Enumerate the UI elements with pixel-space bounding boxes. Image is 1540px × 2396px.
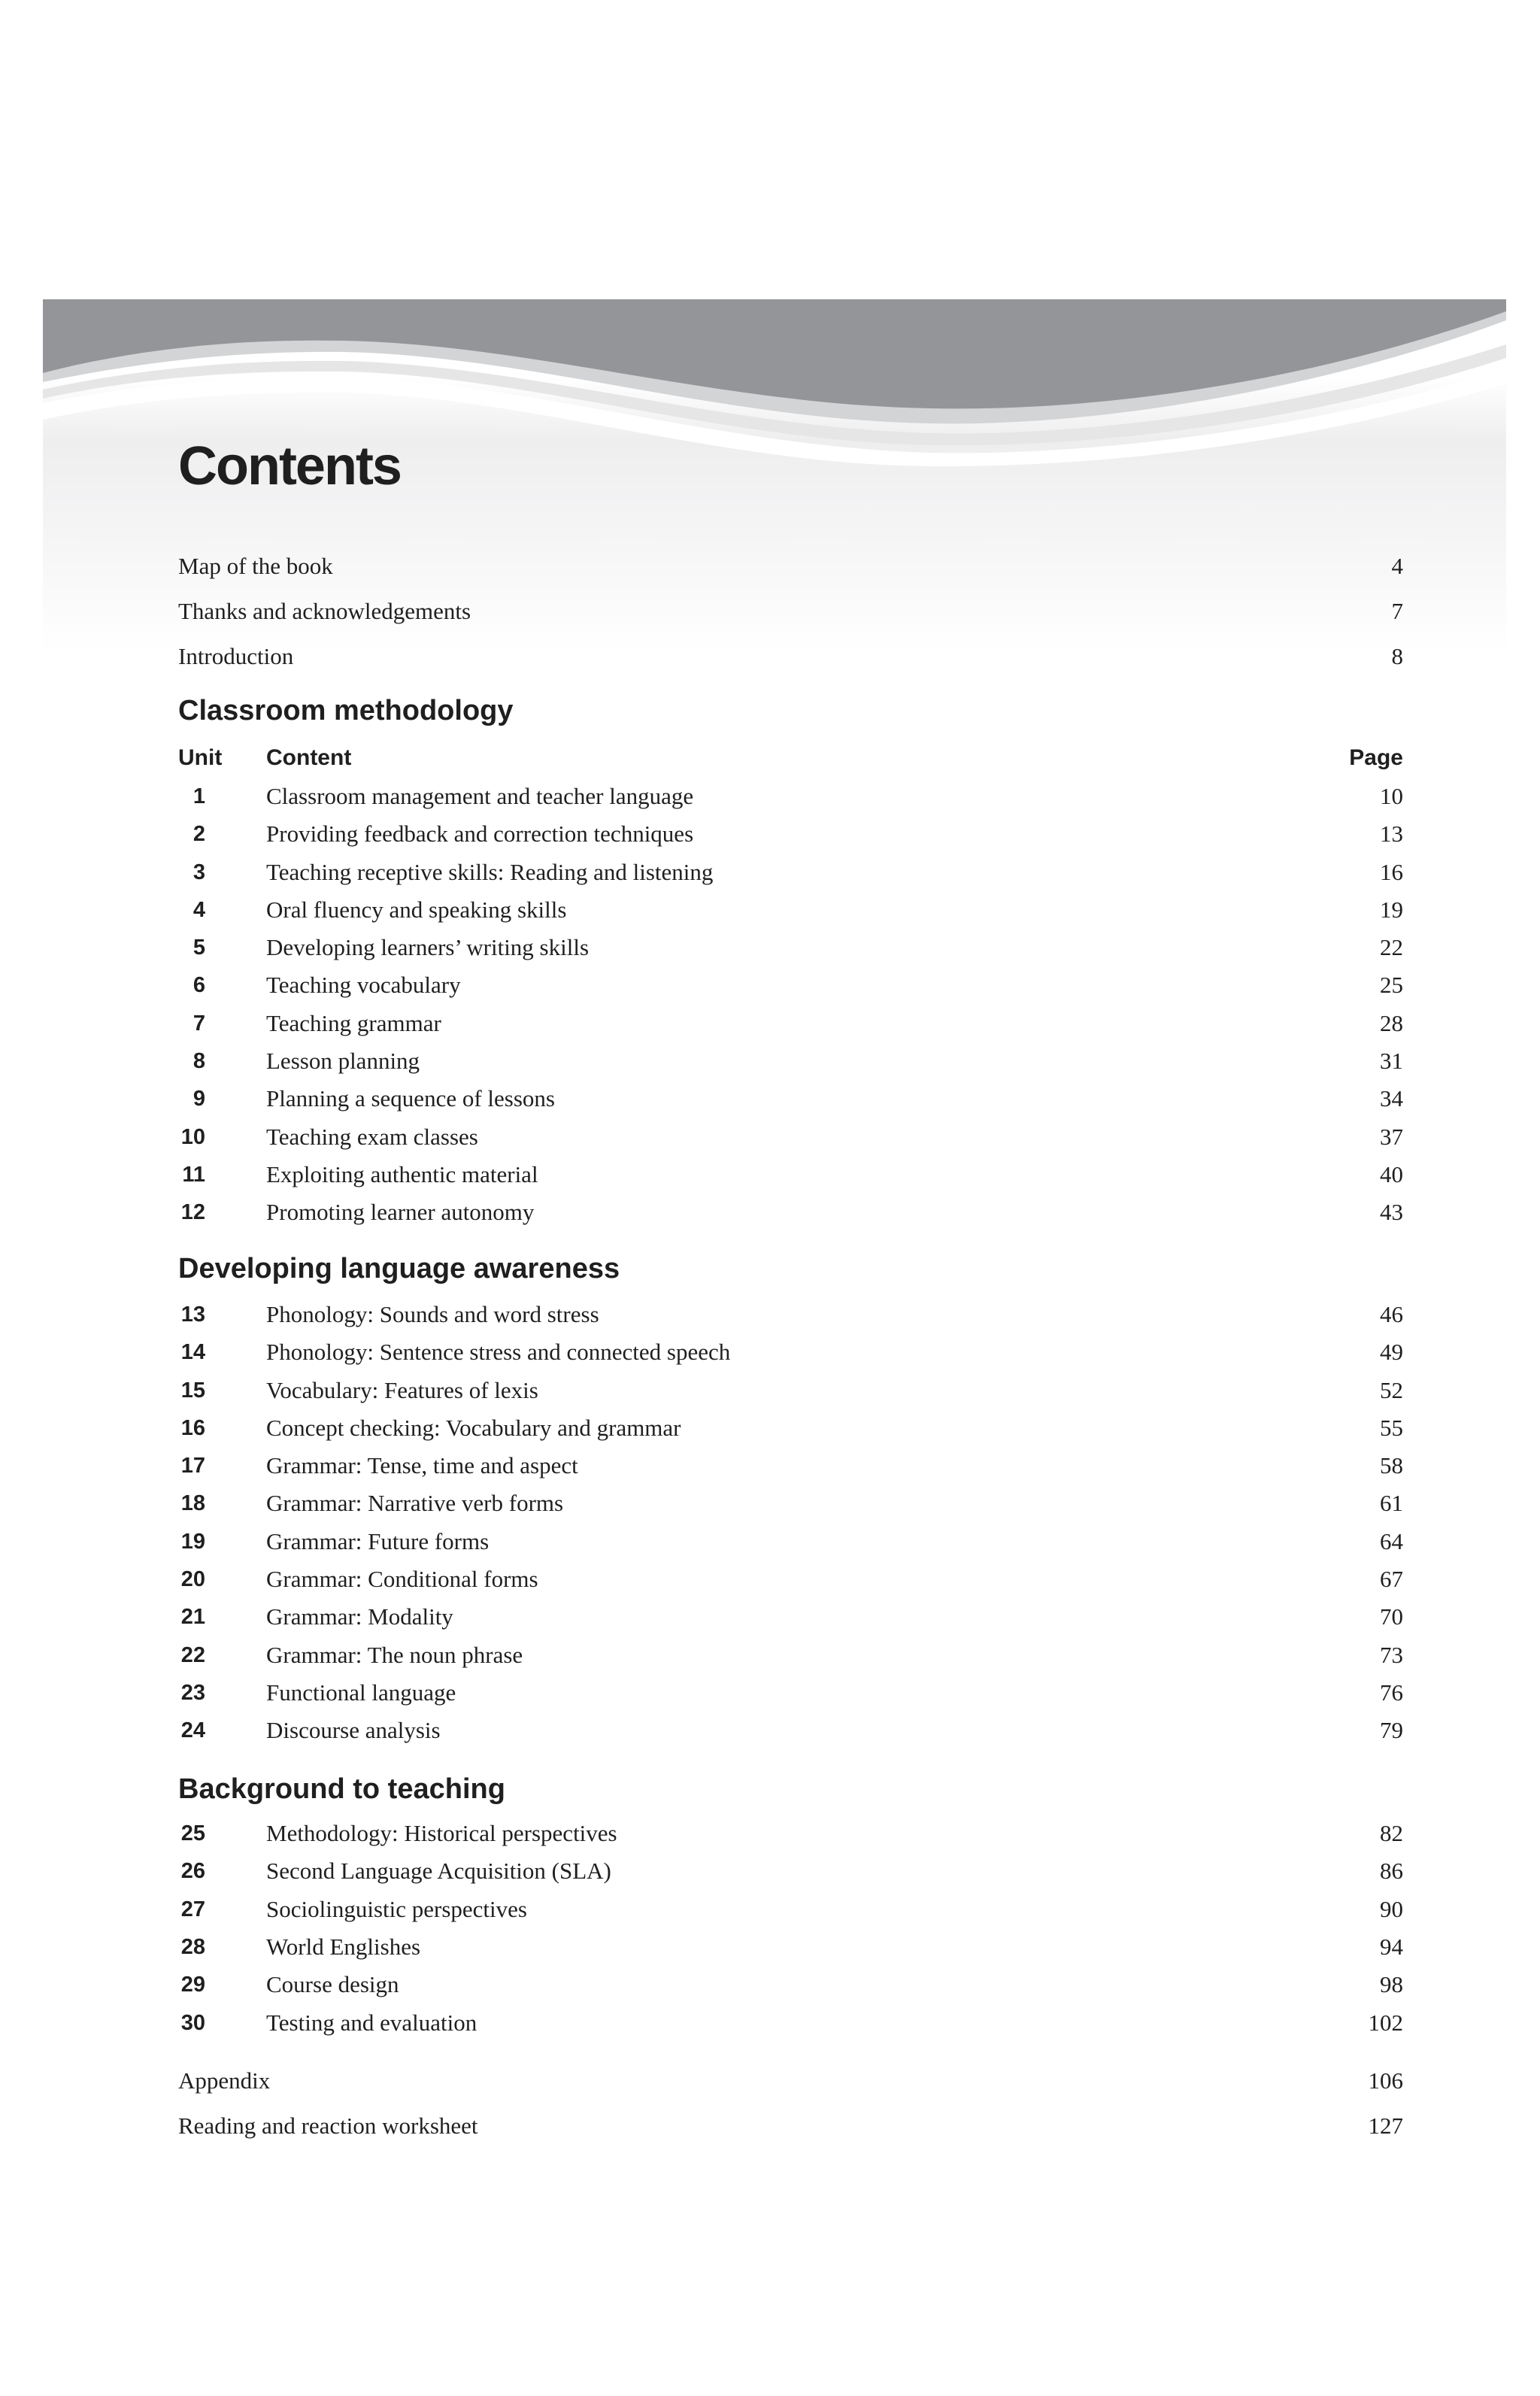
page-number: 127 [1368,2112,1403,2139]
back-matter-item[interactable] [178,2062,1403,2100]
unit-number: 23 [180,1681,205,1705]
page-number: 86 [1380,1858,1403,1884]
toc-entry[interactable] [178,1118,1403,1156]
page-number: 4 [1391,553,1403,579]
toc-entry[interactable] [178,1372,1403,1409]
toc-entry[interactable] [178,1560,1403,1598]
page-number: 28 [1380,1010,1403,1036]
page-number: 16 [1380,859,1403,885]
unit-number: 10 [180,1125,205,1149]
entry-title: Thanks and acknowledgements [178,598,471,624]
page-number: 94 [1380,1933,1403,1960]
unit-number: 17 [180,1454,205,1478]
entry-title: Exploiting authentic material [266,1161,538,1187]
toc-entry[interactable] [178,1966,1403,2003]
content-column-header: Content [266,745,352,770]
entry-title: Teaching grammar [266,1010,441,1036]
page-number: 34 [1380,1085,1403,1112]
page-number: 52 [1380,1377,1403,1403]
toc-entry[interactable] [178,778,1403,815]
entry-title: Map of the book [178,553,333,579]
toc-entry[interactable] [178,1080,1403,1118]
toc-entry[interactable] [178,854,1403,891]
entry-title: Discourse analysis [266,1717,441,1743]
front-matter-item[interactable] [178,638,1403,675]
unit-number: 22 [180,1643,205,1667]
page-number: 67 [1380,1566,1403,1592]
entry-title: Teaching exam classes [266,1124,478,1150]
entry-title: Phonology: Sentence stress and connected speech [266,1339,731,1365]
page-number: 79 [1380,1717,1403,1743]
page-number: 37 [1380,1124,1403,1150]
page-number: 13 [1380,820,1403,847]
toc-entry[interactable] [178,1156,1403,1193]
page-number: 58 [1380,1452,1403,1479]
page-number: 22 [1380,934,1403,960]
entry-title: World Englishes [266,1933,421,1960]
page-number: 61 [1380,1490,1403,1516]
page-number: 10 [1380,783,1403,809]
toc-entry[interactable] [178,1333,1403,1371]
entry-title: Grammar: Modality [266,1603,453,1630]
unit-number: 24 [180,1718,205,1742]
unit-number: 11 [182,1163,205,1187]
unit-number: 28 [180,1935,205,1959]
entry-title: Functional language [266,1679,456,1706]
front-matter-item[interactable] [178,547,1403,585]
front-matter-item[interactable] [178,593,1403,630]
unit-number: 8 [192,1049,205,1073]
page-number: 64 [1380,1528,1403,1554]
entry-title: Grammar: The noun phrase [266,1642,523,1668]
section-heading: Background to teaching [178,1773,505,1805]
page-number: 55 [1380,1415,1403,1441]
page-column-header: Page [1349,745,1403,770]
entry-title: Planning a sequence of lessons [266,1085,555,1112]
page-number: 46 [1380,1301,1403,1327]
entry-title: Phonology: Sounds and word stress [266,1301,599,1327]
toc-entry[interactable] [178,1485,1403,1522]
unit-number: 27 [180,1897,205,1921]
page-number: 31 [1380,1048,1403,1074]
page-number: 82 [1380,1820,1403,1846]
entry-title: Appendix [178,2067,271,2094]
toc-entry[interactable] [178,1636,1403,1674]
entry-title: Vocabulary: Features of lexis [266,1377,538,1403]
entry-title: Sociolinguistic perspectives [266,1896,527,1922]
entry-title: Grammar: Tense, time and aspect [266,1452,578,1479]
entry-title: Teaching vocabulary [266,972,461,998]
unit-number: 30 [180,2011,205,2035]
entry-title: Grammar: Narrative verb forms [266,1490,564,1516]
entry-title: Course design [266,1971,399,1997]
page-number: 25 [1380,972,1403,998]
unit-number: 21 [180,1605,205,1629]
unit-number: 12 [180,1200,205,1224]
page-number: 70 [1380,1603,1403,1630]
toc-entry[interactable] [178,1193,1403,1231]
toc-entry[interactable] [178,1674,1403,1712]
toc-entry[interactable] [178,1042,1403,1080]
entry-title: Grammar: Future forms [266,1528,490,1554]
unit-number: 7 [192,1011,205,1036]
entry-title: Providing feedback and correction techniques [266,820,694,847]
entry-title: Lesson planning [266,1048,420,1074]
unit-number: 4 [192,898,205,922]
unit-number: 19 [180,1530,205,1554]
unit-number: 14 [180,1340,205,1364]
unit-number: 25 [180,1821,205,1846]
unit-number: 18 [180,1491,205,1515]
toc-entry[interactable] [178,1891,1403,1928]
entry-title: Second Language Acquisition (SLA) [266,1858,611,1884]
page-number: 7 [1391,598,1403,624]
entry-title: Concept checking: Vocabulary and grammar [266,1415,681,1441]
entry-title: Oral fluency and speaking skills [266,896,567,923]
toc-entry[interactable] [178,1447,1403,1485]
toc-entry[interactable] [178,1523,1403,1560]
entry-title: Reading and reaction worksheet [178,2112,478,2139]
entry-title: Introduction [178,643,294,669]
section-heading: Classroom methodology [178,695,514,726]
toc-entry[interactable] [178,1852,1403,1890]
page-number: 90 [1380,1896,1403,1922]
entry-title: Grammar: Conditional forms [266,1566,538,1592]
page-title: Contents [178,436,401,496]
page-number: 102 [1368,2009,1403,2036]
entry-title: Developing learners’ writing skills [266,934,590,960]
toc-entry[interactable] [178,891,1403,929]
page-number: 19 [1380,896,1403,923]
toc-entry[interactable] [178,1928,1403,1966]
page-number: 76 [1380,1679,1403,1706]
toc-entry[interactable] [178,1815,1403,1852]
toc-entry[interactable] [178,966,1403,1004]
unit-number: 9 [192,1087,205,1111]
page-number: 49 [1380,1339,1403,1365]
page-number: 98 [1380,1971,1403,1997]
page-number: 43 [1380,1199,1403,1225]
section-heading: Developing language awareness [178,1253,620,1284]
unit-number: 5 [192,936,205,960]
unit-number: 6 [192,973,205,997]
unit-number: 29 [180,1973,205,1997]
toc-entry[interactable] [178,929,1403,966]
toc-entry[interactable] [178,1296,1403,1333]
entry-title: Teaching receptive skills: Reading and listening [266,859,714,885]
unit-number: 1 [192,784,205,808]
unit-number: 13 [180,1303,205,1327]
toc-entry[interactable] [178,815,1403,853]
toc-entry[interactable] [178,1409,1403,1447]
back-matter-item[interactable] [178,2107,1403,2145]
unit-number: 16 [180,1416,205,1440]
entry-title: Promoting learner autonomy [266,1199,535,1225]
column-headers [178,739,1403,777]
page-number: 106 [1368,2067,1403,2094]
page-number: 73 [1380,1642,1403,1668]
toc-entry[interactable] [178,1005,1403,1042]
unit-number: 15 [180,1378,205,1403]
unit-number: 3 [192,860,205,884]
page-number: 40 [1380,1161,1403,1187]
entry-title: Methodology: Historical perspectives [266,1820,617,1846]
entry-title: Classroom management and teacher language [266,783,694,809]
toc-entry[interactable] [178,1712,1403,1749]
entry-title: Testing and evaluation [266,2009,477,2036]
unit-number: 20 [180,1567,205,1591]
toc-entry[interactable] [178,1598,1403,1636]
page-number: 8 [1391,643,1403,669]
unit-column-header: Unit [178,745,223,770]
unit-number: 26 [180,1859,205,1883]
toc-entry[interactable] [178,2004,1403,2042]
unit-number: 2 [192,822,205,846]
